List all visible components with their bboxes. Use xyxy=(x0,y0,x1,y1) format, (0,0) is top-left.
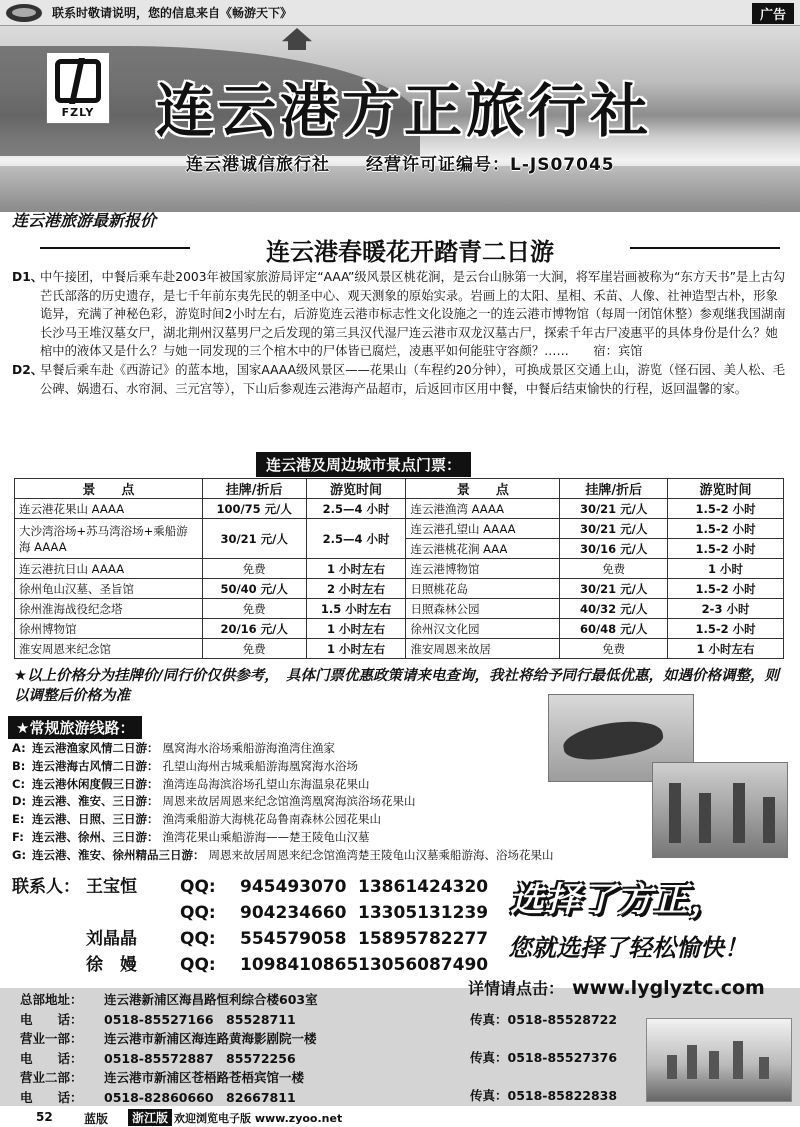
magazine-site: 欢迎浏览电子版 www.zyoo.net xyxy=(174,1112,343,1125)
attraction-name: 连云港桃花涧 AAA xyxy=(406,539,560,559)
table-row xyxy=(15,579,784,599)
office-row xyxy=(20,1068,460,1088)
route-letter: D: xyxy=(12,794,27,809)
building-shape xyxy=(733,1041,743,1079)
route-desc: 凰窝海水浴场乘船游海渔湾住渔家 xyxy=(162,741,335,755)
ticket-price: 免费 xyxy=(560,639,668,659)
column-header: 景 点 xyxy=(406,479,560,499)
route-letter: E: xyxy=(12,812,25,827)
table-row xyxy=(15,599,784,619)
ticket-price: 30/16 元/人 xyxy=(560,539,668,559)
itinerary xyxy=(12,268,786,398)
qq-label: QQ: xyxy=(180,929,216,949)
office-label: 电 话： xyxy=(20,1011,83,1027)
region-label: 浙江版 xyxy=(128,1109,172,1126)
qq-number: 904234660 xyxy=(240,903,347,923)
slogan-line-1: 选择了方正， xyxy=(510,880,726,920)
ticket-price: 免费 xyxy=(202,639,306,659)
route-desc: 周恩来故居周恩来纪念馆渔湾凰窝海滨浴场花果山 xyxy=(162,794,416,809)
route-name: 连云港休闲度假三日游： xyxy=(32,776,159,791)
ticket-price: 30/21 元/人 xyxy=(560,499,668,519)
contact-row xyxy=(12,900,502,926)
qq-label: QQ: xyxy=(180,903,216,923)
table-row xyxy=(15,559,784,579)
phone-number: 13861424320 xyxy=(358,877,489,897)
pillar-shape xyxy=(733,783,745,843)
tour-title-bar xyxy=(40,232,780,266)
sculpture-photo xyxy=(652,762,788,858)
visit-duration: 1 小时左右 xyxy=(306,559,406,579)
route-letter: F: xyxy=(12,829,24,844)
website-label: 详情请点击： xyxy=(468,979,565,998)
ticket-price: 30/21 元/人 xyxy=(560,579,668,599)
visit-duration: 1 小时 xyxy=(668,559,784,579)
pillar-shape xyxy=(699,793,711,843)
website-url[interactable]: www.lyglyztc.com xyxy=(572,977,765,999)
day-label: D2、 xyxy=(12,362,44,377)
office-value: 0518-85527166 85528711 xyxy=(104,1011,296,1027)
contact-row xyxy=(12,874,502,900)
footer-contact-panel xyxy=(0,988,800,1106)
attraction-name: 徐州龟山汉墓、圣旨馆 xyxy=(15,579,203,599)
office-label: 总部地址： xyxy=(20,992,83,1007)
building-shape xyxy=(687,1045,697,1079)
attraction-name: 日照桃花岛 xyxy=(406,579,560,599)
route-item xyxy=(12,740,572,758)
pillar-shape xyxy=(763,797,775,843)
ticket-price: 60/48 元/人 xyxy=(560,619,668,639)
table-row xyxy=(15,499,784,519)
source-notice: 联系时敬请说明，您的信息来自《畅游天下》 xyxy=(52,6,293,20)
pavilion-icon xyxy=(282,28,312,50)
fax-number: 传真：0518-85822838 xyxy=(470,1088,618,1103)
magazine-logo-icon xyxy=(6,4,42,22)
route-item xyxy=(12,776,572,794)
tagline: 连云港诚信旅行社 xyxy=(186,155,330,175)
island-shape xyxy=(561,715,665,766)
visit-duration: 1 小时左右 xyxy=(306,639,406,659)
table-row xyxy=(15,619,784,639)
route-letter: G: xyxy=(12,847,27,862)
fax-number: 传真：0518-85528722 xyxy=(470,1012,618,1027)
route-item xyxy=(12,811,572,829)
visit-duration: 2.5—4 小时 xyxy=(306,499,406,519)
route-desc: 渔湾花果山乘船游海——楚王陵龟山汉墓 xyxy=(162,829,370,844)
visit-duration: 2 小时左右 xyxy=(306,579,406,599)
page-footer xyxy=(0,1107,800,1127)
attraction-name: 连云港渔湾 AAAA xyxy=(406,499,560,519)
edition-label: 蓝版 xyxy=(84,1112,109,1126)
route-name: 连云港、日照、三日游： xyxy=(32,812,159,827)
ticket-price: 100/75 元/人 xyxy=(202,499,306,519)
office-label: 营业一部： xyxy=(20,1031,83,1047)
route-letter: C: xyxy=(12,776,26,791)
route-list xyxy=(12,740,572,865)
route-item xyxy=(12,847,572,865)
office-row xyxy=(20,1029,460,1049)
route-desc: 孔望山海州古城乘船游海凰窝海水浴场 xyxy=(162,758,358,773)
qq-number: 554579058 xyxy=(240,929,347,949)
day-text: 早餐后乘车赴《西游记》的蓝本地，国家AAAA级风景区——花果山（车程约20分钟），可换成景区交通上山，游览（怪石园、美人松、毛公碑、娲遗石、水帘洞、三元宫等），下山后参观连云港海产品超市，后返回市区用中餐，中餐后结束愉快的行程，返回温馨的家。 xyxy=(40,362,786,396)
contact-row xyxy=(12,952,502,978)
visit-duration: 1 小时左右 xyxy=(306,619,406,639)
office-value: 连云港新浦区海昌路恒利综合楼603室 xyxy=(104,992,318,1007)
phone-number: 13056087490 xyxy=(358,955,489,975)
office-value: 连云港市新浦区苍梧路苍梧宾馆一楼 xyxy=(104,1070,305,1086)
route-item xyxy=(12,829,572,847)
office-value: 0518-85572887 85572256 xyxy=(104,1050,296,1066)
ticket-price: 40/32 元/人 xyxy=(560,599,668,619)
table-header-row xyxy=(15,479,784,499)
attraction-name: 徐州汉文化园 xyxy=(406,619,560,639)
price-note: ★以上价格分为挂牌价/同行价仅供参考， 具体门票优惠政策请来电查询，我社将给予同行最低优惠，如遇价格调整，则以调整后价格为准 xyxy=(14,668,780,704)
contact-name: 刘晶晶 xyxy=(86,929,137,949)
logo-text: FZLY xyxy=(61,106,95,119)
office-row xyxy=(20,1049,460,1069)
office-value: 0518-82860660 82667811 xyxy=(104,1089,296,1105)
license-number: 经营许可证编号：L-JS07045 xyxy=(366,155,615,175)
company-logo xyxy=(46,52,110,124)
office-list xyxy=(20,990,460,1108)
route-desc: 渔湾连岛海滨浴场孔望山东海温泉花果山 xyxy=(162,776,370,791)
itinerary-day xyxy=(12,361,786,398)
column-header: 挂牌/折后 xyxy=(202,479,306,499)
route-desc: 周恩来故居周恩来纪念馆渔湾楚王陵龟山汉墓乘船游海、浴场花果山 xyxy=(208,847,554,862)
visit-duration: 1.5-2 小时 xyxy=(668,619,784,639)
contact-list xyxy=(12,874,502,978)
route-letter: A: xyxy=(12,741,26,755)
visit-duration: 1.5-2 小时 xyxy=(668,499,784,519)
office-row xyxy=(20,990,460,1010)
office-value: 连云港市新浦区海连路黄海影剧院一楼 xyxy=(104,1031,317,1047)
top-bar xyxy=(0,0,800,26)
contact-row xyxy=(12,926,502,952)
column-header: 挂牌/折后 xyxy=(560,479,668,499)
ticket-table xyxy=(14,478,784,659)
visit-duration: 1 小时左右 xyxy=(668,639,784,659)
route-name: 连云港、淮安、三日游： xyxy=(32,794,159,809)
visit-duration: 1.5-2 小时 xyxy=(668,519,784,539)
route-letter: B: xyxy=(12,758,26,773)
qq-number: 1098410865 xyxy=(240,955,359,975)
contact-name: 王宝恒 xyxy=(86,877,137,897)
fax-number: 传真：0518-85527376 xyxy=(470,1050,618,1065)
phone-number: 15895782277 xyxy=(358,929,489,949)
qq-label: QQ: xyxy=(180,955,216,975)
ticket-table-title: 连云港及周边城市景点门票： xyxy=(256,452,471,477)
ad-label: 广告 xyxy=(752,3,794,24)
route-desc: 渔湾乘船游大海桃花岛鲁南森林公园花果山 xyxy=(162,812,381,827)
ticket-price: 50/40 元/人 xyxy=(202,579,306,599)
route-name: 连云港、徐州、三日游： xyxy=(32,829,159,844)
column-header: 游览时间 xyxy=(668,479,784,499)
visit-duration: 1.5-2 小时 xyxy=(668,579,784,599)
column-header: 游览时间 xyxy=(306,479,406,499)
office-label: 电 话： xyxy=(20,1089,83,1105)
day-label: D1、 xyxy=(12,270,44,284)
visit-duration: 1.5-2 小时 xyxy=(668,539,784,559)
company-name: 连云港方正旅行社 xyxy=(156,77,653,145)
itinerary-day xyxy=(12,268,786,361)
route-name: 连云港渔家风情二日游： xyxy=(32,741,159,755)
attraction-name: 徐州博物馆 xyxy=(15,619,203,639)
table-row xyxy=(15,519,784,539)
hero-banner xyxy=(0,26,800,212)
qq-label: QQ: xyxy=(180,877,216,897)
visit-duration: 2.5—4 小时 xyxy=(306,519,406,559)
page-number: 52 xyxy=(36,1110,53,1124)
table-row xyxy=(15,639,784,659)
attraction-name: 大沙湾浴场+苏马湾浴场+乘船游海 AAAA xyxy=(15,519,203,559)
office-row xyxy=(20,1010,460,1030)
ticket-price: 免费 xyxy=(560,559,668,579)
attraction-name: 连云港孔望山 AAAA xyxy=(406,519,560,539)
route-name: 连云港海古风情二日游： xyxy=(32,758,159,773)
contact-name: 徐 嫚 xyxy=(86,955,137,975)
website-line xyxy=(468,976,765,999)
attraction-name: 连云港抗日山 AAAA xyxy=(15,559,203,579)
contact-label: 联系人： xyxy=(12,877,80,897)
ticket-price: 30/21 元/人 xyxy=(560,519,668,539)
route-item xyxy=(12,793,572,811)
day-text: 中午接团，中餐后乘车赴2003年被国家旅游局评定“AAA”级风景区桃花涧，是云台山脉第一大涧，将军崖岩画被称为“东方天书”是上古勾芒氏部落的历史遗存，是七千年前东夷先民的朝圣中心、观天测象的原始实录。岩画上的太阳、星相、禾苗、人像、社神造型古朴，形象诡异，充满了神秘色彩，游览时间2小时左右，后游览连云港市标志性文化设施之一的连云港市博物馆（每周一闭馆休整）参观继我国湖南长沙马王堆汉墓女尸，湖北荆州汉墓男尸之后发现的第三具汉代湿尸连云港市双龙汉墓古尸，探索千年古尸凌惠平的具体身份是什么？她棺中的液体又是什么？与她一同发现的三个棺木中的尸体皆已腐烂，凌惠平如何能驻守容颜？…… 宿：宾馆 xyxy=(40,270,786,359)
office-label: 营业二部： xyxy=(20,1070,83,1086)
building-shape xyxy=(667,1055,677,1079)
ticket-price: 免费 xyxy=(202,599,306,619)
visit-duration: 1.5 小时左右 xyxy=(306,599,406,619)
license-line xyxy=(186,150,651,175)
route-item xyxy=(12,758,572,776)
slogan-line-2: 您就选择了轻松愉快！ xyxy=(508,934,748,962)
routes-title: ★常规旅游线路： xyxy=(8,716,142,739)
building-shape xyxy=(759,1057,769,1079)
attraction-name: 淮安周恩来纪念馆 xyxy=(15,639,203,659)
ticket-price: 免费 xyxy=(202,559,306,579)
office-label: 电 话： xyxy=(20,1050,83,1066)
qq-number: 945493070 xyxy=(240,877,347,897)
fzly-logo-icon xyxy=(55,59,101,103)
building-shape xyxy=(709,1051,719,1079)
ticket-price: 30/21 元/人 xyxy=(202,519,306,559)
attraction-name: 连云港花果山 AAAA xyxy=(15,499,203,519)
city-skyline-photo xyxy=(646,1018,792,1102)
divider xyxy=(630,247,780,249)
attraction-name: 徐州淮海战役纪念塔 xyxy=(15,599,203,619)
column-header: 景 点 xyxy=(15,479,203,499)
phone-number: 13305131239 xyxy=(358,903,489,923)
attraction-name: 连云港博物馆 xyxy=(406,559,560,579)
divider xyxy=(40,247,190,249)
tour-title: 连云港春暖花开踏青二日游 xyxy=(266,238,554,266)
section-subtitle: 连云港旅游最新报价 xyxy=(12,211,157,230)
pillar-shape xyxy=(669,783,681,843)
office-row xyxy=(20,1088,460,1108)
contact-name xyxy=(86,900,180,926)
visit-duration: 2-3 小时 xyxy=(668,599,784,619)
attraction-name: 淮安周恩来故居 xyxy=(406,639,560,659)
ticket-price: 20/16 元/人 xyxy=(202,619,306,639)
route-name: 连云港、淮安、徐州精品三日游： xyxy=(32,847,205,862)
attraction-name: 日照森林公园 xyxy=(406,599,560,619)
